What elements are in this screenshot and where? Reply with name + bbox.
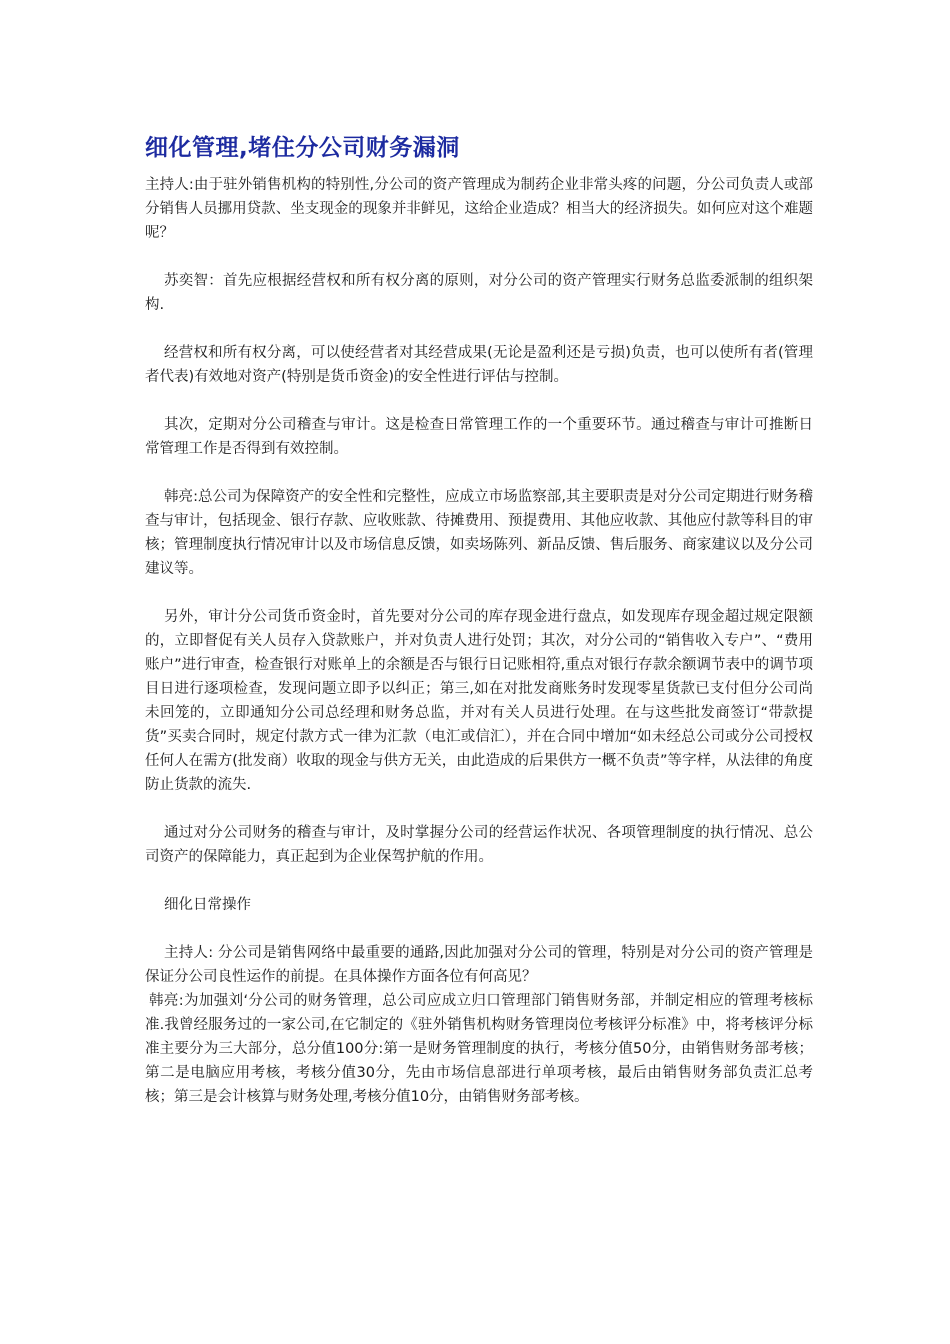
document-title: 细化管理,堵住分公司财务漏洞 (145, 135, 460, 161)
paragraph-han-liang-2: 韩亮:为加强刘‘分公司的财务管理，总公司应成立归口管理部门销售财务部，并制定相应的管理考核标准.我曾经服务过的一家公司,在它制定的《驻外销售机构财务管理岗位考核评分标准》中，将考核评分标准主要分为三大部分，总分值100分:第一是财务管理制度的执行，考核分值50分，由销售财务部考核；第二是电脑应用考核，考核分值30分，先由市场信息部进行单项考核，最后由销售财务部负责汇总考核；第三是会计核算与财务处理,考核分值10分，由销售财务部考核。 (145, 993, 813, 1105)
section-heading-daily-operations: 细化日常操作 (164, 897, 251, 913)
paragraph-ownership: 经营权和所有权分离，可以使经营者对其经营成果(无论是盈利还是亏损)负责，也可以使所有者(管理者代表)有效地对资产(特别是货币资金)的安全性进行评估与控制。 (145, 345, 813, 385)
paragraph-audit: 其次，定期对分公司稽查与审计。这是检查日常管理工作的一个重要环节。通过稽查与审计可推断日常管理工作是否得到有效控制。 (145, 417, 813, 457)
paragraph-host-intro: 主持人:由于驻外销售机构的特别性,分公司的资产管理成为制药企业非常头疼的问题，分公司负责人或部分销售人员挪用贷款、坐支现金的现象并非鲜见，这给企业造成？相当大的经济损失。如何应对这个难题呢？ (145, 177, 813, 241)
paragraph-gap (145, 581, 813, 605)
paragraph-gap (145, 389, 813, 413)
paragraph-gap (145, 917, 813, 941)
paragraph-cash-audit: 另外，审计分公司货币资金时，首先要对分公司的库存现金进行盘点，如发现库存现金超过规定限额的，立即督促有关人员存入贷款账户，并对负责人进行处罚；其次，对分公司的“销售收入专户”、“费用账户”进行审查，检查银行对账单上的余额是否与银行日记账相符,重点对银行存款余额调节表中的调节项目日进行逐项检查，发现问题立即予以纠正；第三,如在对批发商账务时发现零星货款已支付但分公司尚未回笼的，立即通知分公司总经理和财务总监，并对有关人员进行处理。在与这些批发商签订“带款提货”买卖合同时，规定付款方式一律为汇款（电汇或信汇），并在合同中增加“如未经总公司或分公司授权任何人在需方(批发商）收取的现金与供方无关，由此造成的后果供方一概不负责”等字样，从法律的角度防止货款的流失. (145, 609, 813, 793)
paragraph-gap (145, 869, 813, 893)
paragraph-gap (145, 245, 813, 269)
paragraph-gap (145, 461, 813, 485)
document-page (145, 131, 813, 1109)
paragraph-han-liang-1: 韩亮:总公司为保障资产的安全性和完整性，应成立市场监察部,其主要职责是对分公司定期进行财务稽查与审计，包括现金、银行存款、应收账款、待摊费用、预提费用、其他应收款、其他应付款等科目的审核；管理制度执行情况审计以及市场信息反馈，如卖场陈列、新品反馈、售后服务、商家建议以及分公司建议等。 (145, 489, 813, 577)
paragraph-host-question: 主持人: 分公司是销售网络中最重要的通路,因此加强对分公司的管理，特别是对分公司的资产管理是保证分公司良性运作的前提。在具体操作方面各位有何高见？ (145, 945, 813, 985)
paragraph-summary: 通过对分公司财务的稽查与审计，及时掌握分公司的经营运作状况、各项管理制度的执行情况、总公司资产的保障能力，真正起到为企业保驾护航的作用。 (145, 825, 813, 865)
paragraph-su-yizhi: 苏奕智：首先应根据经营权和所有权分离的原则，对分公司的资产管理实行财务总监委派制的组织架构. (145, 273, 813, 313)
paragraph-gap (145, 317, 813, 341)
paragraph-gap (145, 797, 813, 821)
